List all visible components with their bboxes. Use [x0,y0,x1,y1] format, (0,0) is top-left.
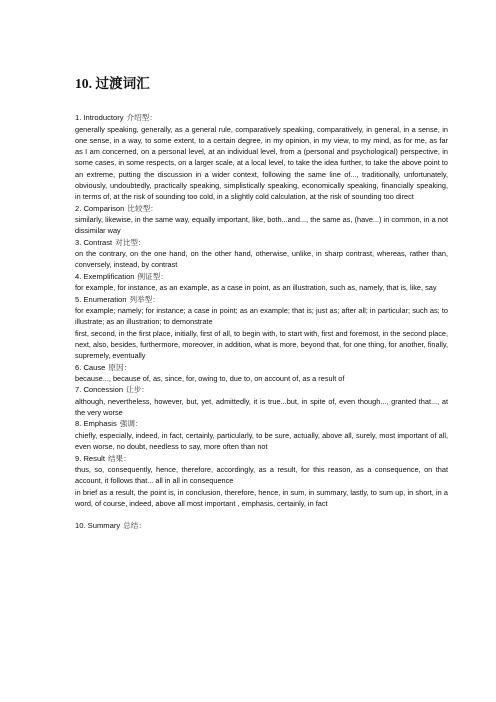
section-concession [75,384,448,418]
section-paragraph: similarly, likewise, in the same way, equally important, like, both...and..., the same as, (have...) in common, in a not dissimilar way [75,215,448,236]
section-heading [75,271,448,283]
section-paragraph: because..., because of, as, since, for, owing to, due to, on account of, as a result of [75,374,345,384]
section-heading-en: 6. Cause [75,362,106,372]
section-heading [75,418,448,430]
section-heading [75,112,448,124]
section-paragraph: first, second, in the first place, initially, first of all, to begin with, to start with, first and foremost, in the second place, next, also, besides, furthermore, moreover, in addition, what is more, beyond that, for one thing, for another, finally, supremely, eventually [75,328,448,361]
section-heading-zh: 总结： [123,521,146,531]
section-heading-en: 8. Emphasis [75,419,117,429]
section-paragraph: in brief as a result, the point is, in conclusion, therefore, hence, in sum, in summary, lastly, to sum up, in short, in a word, of course, indeed, above all most important , emphasis, certainly, in fact [75,487,448,508]
section-heading-en: 3. Contrast [75,237,113,247]
section-heading-zh: 原因： [108,362,132,372]
section-heading [75,203,448,215]
section-heading-zh: 结果： [107,453,131,463]
section-result [75,453,448,510]
section-comparison [75,203,448,237]
section-contrast [75,237,448,271]
section-heading-en: 10. Summary [75,521,121,531]
section-paragraph: chiefly, especially, indeed, in fact, certainly, particularly, to be sure, actually, above all, surely, most important of all, even worse, no doubt, needless to say, more often than not [75,430,448,452]
section-heading-zh: 强调： [119,419,143,429]
section-emphasis [75,418,448,452]
section-paragraph: for example, for instance, as an example, as a case in point, as an illustration, such as, namely, that is, like, say [75,283,437,293]
section-summary [75,520,448,532]
section-paragraph: although, nevertheless, however, but, yet, admittedly, it is true...but, in spite of, even though..., granted that..., at the very worse [75,396,448,418]
section-heading-en: 4. Exemplification [75,271,135,281]
section-introductory [75,112,448,203]
section-heading-en: 5. Enumeration [75,294,127,304]
section-heading [75,237,448,249]
spacer [75,509,448,520]
section-paragraph: on the contrary, on the one hand, on the other hand, otherwise, unlike, in sharp contrast, whereas, rather than, conversely, instead, by contrast [75,249,448,270]
section-paragraph: thus, so, consequently, hence, therefore, accordingly, as a result, for this reason, as a consequence, on that account, it follows that... all in all in consequence [75,465,448,486]
section-heading-zh: 例证型： [137,271,168,281]
page-title: 10. 过渡词汇 [75,76,150,91]
section-heading-en: 2. Comparison [75,203,125,213]
section-heading-zh: 让步： [126,385,149,395]
section-heading [75,453,448,465]
section-heading [75,384,448,396]
section-heading-en: 7. Concession [75,385,124,395]
section-cause [75,362,448,385]
section-paragraph: for example; namely; for instance; a case in point; as an example; that is; just as; after all; in particular; such as; to illustrate; as an illustration; to demonstrate [75,306,448,327]
section-heading-en: 9. Result [75,453,105,463]
section-heading-en: 1. Introductory [75,113,124,122]
section-paragraph: generally speaking, generally, as a general rule, comparatively speaking, comparatively, in general, in a sense, in one sense, in a way, to some extent, to a certain degree, in my opinion, in my view, to my mind, as for me, as far as I am concerned, on a personal level, at an individual level, from a (personal and psychological) perspective, in some cases, in some respects, on a larger scale, at a local level, to take the idea further, to take the above point to an extreme, putting the discussion in a wider context, following the same line of..., traditionally, unfortunately, obviously, undoubtedly, practically speaking, simplistically speaking, economically speaking, financially speaking, in terms of, at the risk of sounding too cold, in a slightly cold calculation, at the risk of sounding too direct [75,124,448,202]
section-heading [75,520,448,532]
section-heading-zh: 比较型： [127,203,158,213]
section-heading [75,362,448,374]
section-heading-zh: 介绍型： [126,113,157,122]
section-enumeration [75,294,448,362]
section-heading [75,294,448,306]
section-heading-zh: 列举型： [129,294,160,304]
section-exemplification [75,271,448,294]
section-heading-zh: 对比型： [115,237,146,247]
